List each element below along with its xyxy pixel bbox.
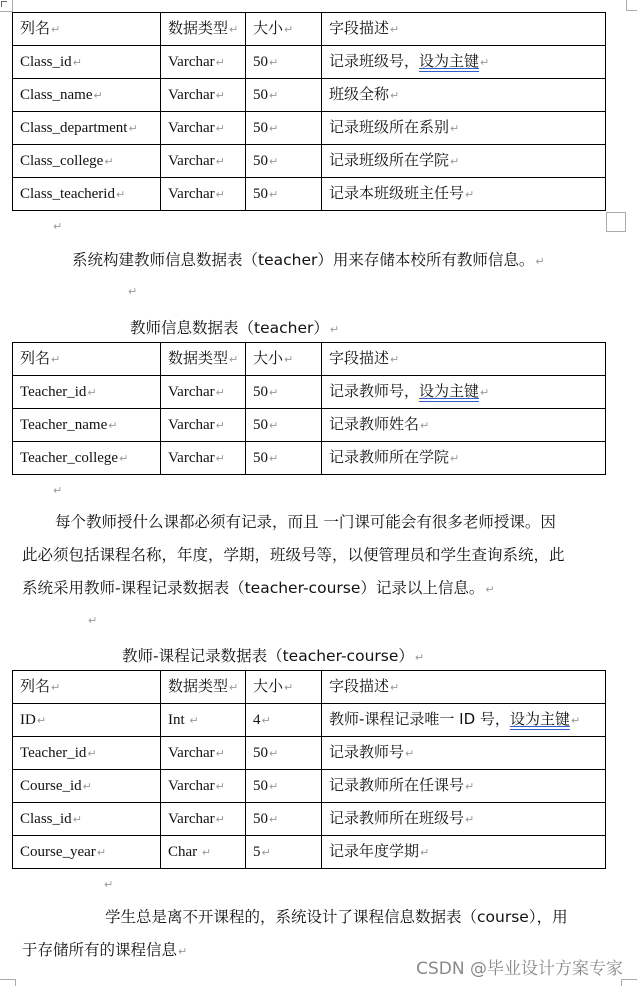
paragraph-mark-icon: ↵ bbox=[36, 713, 47, 727]
table-header-row bbox=[13, 13, 606, 46]
paragraph-mark-icon: ↵ bbox=[215, 451, 225, 465]
field-type: Varchar bbox=[168, 777, 215, 794]
field-size: 50 bbox=[253, 53, 268, 70]
paragraph-mark-icon: ↵ bbox=[215, 746, 225, 760]
paragraph-mark-icon: ↵ bbox=[93, 88, 103, 102]
field-desc: 记录教师姓名 bbox=[329, 415, 420, 433]
field-type: Varchar bbox=[168, 119, 215, 136]
field-size: 50 bbox=[253, 810, 268, 827]
table-row bbox=[13, 770, 606, 803]
field-size: 5 bbox=[253, 843, 261, 860]
paragraph-mark-icon: ↵ bbox=[269, 154, 279, 168]
paragraph-mark-icon: ↵ bbox=[51, 353, 61, 366]
paragraph-mark-icon: ↵ bbox=[108, 418, 118, 432]
field-type: Varchar bbox=[168, 449, 215, 466]
table-end-marker bbox=[606, 212, 626, 232]
paragraph-mark-icon: ↵ bbox=[82, 779, 92, 793]
field-type: Varchar bbox=[168, 744, 215, 761]
paragraph-mark-icon: ↵ bbox=[261, 713, 271, 727]
paragraph-mark-icon: ↵ bbox=[215, 55, 225, 69]
paragraph-mark-icon: ↵ bbox=[215, 779, 225, 793]
field-size: 50 bbox=[253, 152, 268, 169]
teacher-course-paragraph-line2: 此必须包括课程名称，年度，学期，班级号等，以便管理员和学生查询系统，此 bbox=[22, 546, 565, 564]
field-desc: 记录班级号， bbox=[329, 52, 420, 70]
paragraph-mark-icon: ↵ bbox=[269, 187, 279, 201]
field-type: Int bbox=[168, 711, 189, 728]
field-size: 50 bbox=[253, 416, 268, 433]
field-size: 50 bbox=[253, 777, 268, 794]
field-desc: 记录教师所在班级号 bbox=[329, 809, 465, 827]
field-name: Teacher_college bbox=[20, 449, 119, 466]
teacher-course-paragraph-line3: 系统采用教师-课程记录数据表（teacher-course）记录以上信息。↵ bbox=[22, 579, 495, 597]
table-row bbox=[13, 737, 606, 770]
table-row bbox=[13, 112, 606, 145]
paragraph-mark-icon: ↵ bbox=[450, 155, 460, 168]
paragraph-mark-icon: ↵ bbox=[189, 713, 199, 727]
paragraph-mark-icon: ↵ bbox=[119, 451, 129, 465]
paragraph-mark-icon: ↵ bbox=[215, 418, 225, 432]
paragraph-mark-icon: ↵ bbox=[485, 583, 495, 596]
paragraph-mark-icon: ↵ bbox=[128, 121, 138, 135]
field-size: 4 bbox=[253, 711, 261, 728]
field-name: Course_id bbox=[20, 777, 82, 794]
paragraph-mark-icon: ↵ bbox=[115, 187, 126, 201]
teacher-course-paragraph-line1: 每个教师授什么课都必须有记录，而且 一门课可能会有很多老师授课。因 bbox=[55, 513, 556, 531]
field-desc: 记录教师所在学院 bbox=[329, 448, 450, 466]
paragraph-mark-icon: ↵ bbox=[390, 23, 400, 36]
teacher-course-table-caption: 教师-课程记录数据表（teacher-course）↵ bbox=[122, 647, 425, 665]
table-row bbox=[13, 442, 606, 475]
header-size: 大小 bbox=[253, 677, 284, 695]
paragraph-mark-icon: ↵ bbox=[480, 56, 490, 69]
paragraph-mark-icon: ↵ bbox=[284, 681, 294, 694]
course-paragraph-line2: 于存储所有的课程信息↵ bbox=[22, 941, 188, 959]
table-row bbox=[13, 376, 606, 409]
field-type: Varchar bbox=[168, 383, 215, 400]
paragraph-mark-icon: ↵ bbox=[480, 386, 490, 399]
field-size: 50 bbox=[253, 86, 268, 103]
page-corner-mark bbox=[0, 0, 13, 12]
paragraph-mark-icon: ↵ bbox=[405, 747, 415, 760]
paragraph-mark-icon: ↵ bbox=[215, 88, 225, 102]
paragraph-mark-icon: ↵ bbox=[284, 353, 294, 366]
header-size: 大小 bbox=[253, 349, 284, 367]
field-desc: 记录班级所在学院 bbox=[329, 151, 450, 169]
field-name: Teacher_id bbox=[20, 383, 87, 400]
paragraph-mark-icon: ↵ bbox=[535, 255, 545, 268]
paragraph-mark-icon: ↵ bbox=[450, 122, 460, 135]
field-name: Teacher_name bbox=[20, 416, 108, 433]
paragraph-mark-icon: ↵ bbox=[420, 846, 430, 859]
paragraph-mark-icon: ↵ bbox=[390, 89, 400, 102]
paragraph-mark-icon: ↵ bbox=[269, 779, 279, 793]
paragraph-mark-icon: ↵ bbox=[178, 945, 188, 958]
header-data-type: 数据类型 bbox=[168, 349, 229, 367]
header-description: 字段描述 bbox=[329, 19, 390, 37]
field-desc: 记录教师所在任课号 bbox=[329, 776, 465, 794]
paragraph-mark-icon: ↵ bbox=[201, 845, 212, 859]
paragraph-mark-icon: ↵ bbox=[420, 419, 430, 432]
paragraph-mark-icon: ↵ bbox=[128, 285, 138, 298]
table-row bbox=[13, 704, 606, 737]
field-type: Varchar bbox=[168, 53, 215, 70]
teacher-table-caption: 教师信息数据表（teacher）↵ bbox=[130, 319, 340, 337]
header-column-name: 列名 bbox=[20, 19, 51, 37]
paragraph-mark-icon: ↵ bbox=[269, 746, 279, 760]
paragraph-mark-icon: ↵ bbox=[269, 385, 279, 399]
field-type: Varchar bbox=[168, 416, 215, 433]
field-type: Varchar bbox=[168, 810, 215, 827]
paragraph-mark-icon: ↵ bbox=[570, 714, 581, 727]
paragraph-mark-icon: ↵ bbox=[215, 385, 225, 399]
field-desc: 班级全称 bbox=[329, 85, 390, 103]
field-size: 50 bbox=[253, 119, 268, 136]
paragraph-mark-icon: ↵ bbox=[269, 418, 279, 432]
table-header-row bbox=[13, 671, 606, 704]
paragraph-mark-icon: ↵ bbox=[72, 812, 82, 826]
paragraph-mark-icon: ↵ bbox=[269, 55, 279, 69]
paragraph-mark-icon: ↵ bbox=[215, 121, 225, 135]
table-row bbox=[13, 145, 606, 178]
paragraph-mark-icon: ↵ bbox=[390, 353, 400, 366]
table-row bbox=[13, 79, 606, 112]
field-desc: 记录本班级班主任号 bbox=[329, 184, 465, 202]
paragraph-mark-icon: ↵ bbox=[215, 187, 225, 201]
header-data-type: 数据类型 bbox=[168, 677, 229, 695]
paragraph-mark-icon: ↵ bbox=[88, 614, 98, 627]
paragraph-mark-icon: ↵ bbox=[53, 220, 63, 233]
header-size: 大小 bbox=[253, 19, 284, 37]
header-description: 字段描述 bbox=[329, 677, 390, 695]
field-name: Class_college bbox=[20, 152, 104, 169]
table-row bbox=[13, 178, 606, 211]
field-desc: 记录年度学期 bbox=[329, 842, 420, 860]
paragraph-mark-icon: ↵ bbox=[72, 55, 82, 69]
field-desc: 记录教师号 bbox=[329, 743, 405, 761]
table-row bbox=[13, 46, 606, 79]
primary-key-note: 设为主键 bbox=[419, 382, 480, 400]
field-desc: 记录班级所在系别 bbox=[329, 118, 450, 136]
page-corner-mark bbox=[626, 0, 637, 11]
header-data-type: 数据类型 bbox=[168, 19, 229, 37]
paragraph-mark-icon: ↵ bbox=[269, 121, 279, 135]
paragraph-mark-icon: ↵ bbox=[390, 681, 400, 694]
course-paragraph-line1: 学生总是离不开课程的，系统设计了课程信息数据表（course），用 bbox=[105, 908, 568, 926]
paragraph-mark-icon: ↵ bbox=[329, 323, 340, 336]
field-type: Char bbox=[168, 843, 201, 860]
paragraph-mark-icon: ↵ bbox=[51, 23, 61, 36]
paragraph-mark-icon: ↵ bbox=[414, 651, 425, 664]
paragraph-mark-icon: ↵ bbox=[215, 812, 225, 826]
field-name: Course_year bbox=[20, 843, 96, 860]
field-size: 50 bbox=[253, 744, 268, 761]
paragraph-mark-icon: ↵ bbox=[215, 154, 225, 168]
field-size: 50 bbox=[253, 449, 268, 466]
paragraph-mark-icon: ↵ bbox=[87, 746, 97, 760]
paragraph-mark-icon: ↵ bbox=[104, 154, 114, 168]
field-name: Class_id bbox=[20, 810, 72, 827]
field-name: Class_department bbox=[20, 119, 128, 136]
paragraph-mark-icon: ↵ bbox=[104, 878, 114, 891]
paragraph-mark-icon: ↵ bbox=[229, 681, 239, 694]
table-row bbox=[13, 803, 606, 836]
paragraph-mark-icon: ↵ bbox=[269, 451, 279, 465]
csdn-watermark: CSDN @毕业设计方案专家 bbox=[416, 959, 623, 979]
teacher-course-table bbox=[12, 670, 606, 869]
paragraph-mark-icon: ↵ bbox=[465, 188, 475, 201]
teacher-table bbox=[12, 342, 606, 475]
page-corner-mark bbox=[0, 979, 16, 986]
paragraph-mark-icon: ↵ bbox=[465, 813, 475, 826]
field-name: Class_name bbox=[20, 86, 93, 103]
field-size: 50 bbox=[253, 383, 268, 400]
paragraph-mark-icon: ↵ bbox=[269, 812, 279, 826]
paragraph-mark-icon: ↵ bbox=[96, 845, 107, 859]
paragraph-mark-icon: ↵ bbox=[269, 88, 279, 102]
field-type: Varchar bbox=[168, 185, 215, 202]
paragraph-mark-icon: ↵ bbox=[87, 385, 97, 399]
field-name: Class_teacherid bbox=[20, 185, 115, 202]
header-description: 字段描述 bbox=[329, 349, 390, 367]
primary-key-note: 设为主键 bbox=[419, 52, 480, 70]
header-column-name: 列名 bbox=[20, 349, 51, 367]
paragraph-mark-icon: ↵ bbox=[51, 681, 61, 694]
paragraph-mark-icon: ↵ bbox=[465, 780, 475, 793]
field-name: ID bbox=[20, 711, 36, 728]
paragraph-mark-icon: ↵ bbox=[261, 845, 271, 859]
field-desc: 记录教师号， bbox=[329, 382, 420, 400]
field-desc: 教师-课程记录唯一 ID 号， bbox=[329, 710, 510, 728]
paragraph-mark-icon: ↵ bbox=[229, 353, 239, 366]
page-corner-mark bbox=[621, 979, 637, 986]
class-table bbox=[12, 12, 606, 211]
paragraph-mark-icon: ↵ bbox=[450, 452, 460, 465]
header-column-name: 列名 bbox=[20, 677, 51, 695]
table-row bbox=[13, 409, 606, 442]
table-header-row bbox=[13, 343, 606, 376]
paragraph-mark-icon: ↵ bbox=[284, 23, 294, 36]
table-row bbox=[13, 836, 606, 869]
teacher-intro-paragraph: 系统构建教师信息数据表（teacher）用来存储本校所有教师信息。↵ bbox=[72, 251, 545, 269]
paragraph-mark-icon: ↵ bbox=[53, 484, 63, 497]
primary-key-note: 设为主键 bbox=[509, 710, 570, 728]
field-size: 50 bbox=[253, 185, 268, 202]
field-name: Teacher_id bbox=[20, 744, 87, 761]
field-type: Varchar bbox=[168, 86, 215, 103]
field-type: Varchar bbox=[168, 152, 215, 169]
field-name: Class_id bbox=[20, 53, 72, 70]
paragraph-mark-icon: ↵ bbox=[229, 23, 239, 36]
